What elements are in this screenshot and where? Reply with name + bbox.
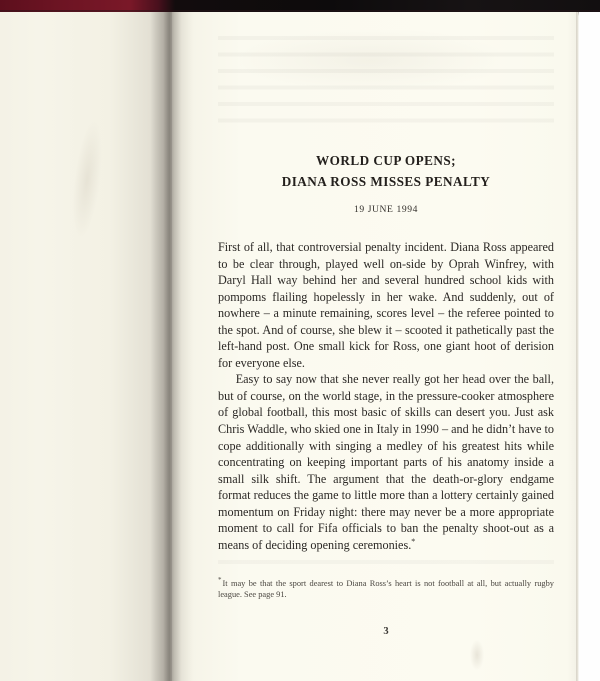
book-gutter-shadow: [150, 12, 194, 681]
paragraph-1: First of all, that controversial penalty incident. Diana Ross appeared to be clear through, played well on-side by Oprah Winfrey, with Daryl Hall way behind her and several hundred school kids with pompoms flailing hopelessly in her wake. And suddenly, out of nowhere – a minute remaining, scores level – the referee pointed to the spot. And of course, she blew it – scooted it pathetically past the left-hand post. One small kick for Ross, one giant hoot of derision for everyone else.: [218, 240, 554, 370]
text-column: [218, 12, 554, 553]
footnote-marker: *: [411, 536, 416, 546]
page-number: 3: [383, 626, 389, 637]
paragraph-2-text: Easy to say now that she never really got her head over the ball, but of course, on the world stage, in the pressure-cooker atmosphere of global football, this most basic of skills can desert you. Just ask Chris Waddle, who skied one in Italy in 1990 – and he didn’t have to cope additionally with singing a medley of his greatest hits while concentrating on keeping important parts of his anatomy inside a small silk shift. The argument that the death-or-glory endgame format reduces the game to little more than a lottery certainly gained momentum on Friday night: there may never be a more appropriate moment to call for Fifa officials to ban the penalty shoot-out as a means of deciding opening ceremonies.: [218, 372, 554, 552]
footnote-marker-star: *: [218, 576, 222, 585]
left-page-blank: [0, 12, 172, 681]
headline-line-2: DIANA ROSS MISSES PENALTY: [281, 174, 491, 189]
dateline: 19 JUNE 1994: [354, 204, 418, 215]
footnote-text: It may be that the sport dearest to Diana Ross’s heart is not football at all, but actually rugby league. See page 91.: [218, 579, 554, 600]
headline-line-1: WORLD CUP OPENS;: [315, 153, 456, 168]
footnote: [218, 578, 554, 601]
body-text: [218, 239, 554, 553]
scan-background-margin: [579, 12, 600, 681]
paragraph-2: [218, 371, 554, 553]
page-title: [218, 150, 554, 192]
